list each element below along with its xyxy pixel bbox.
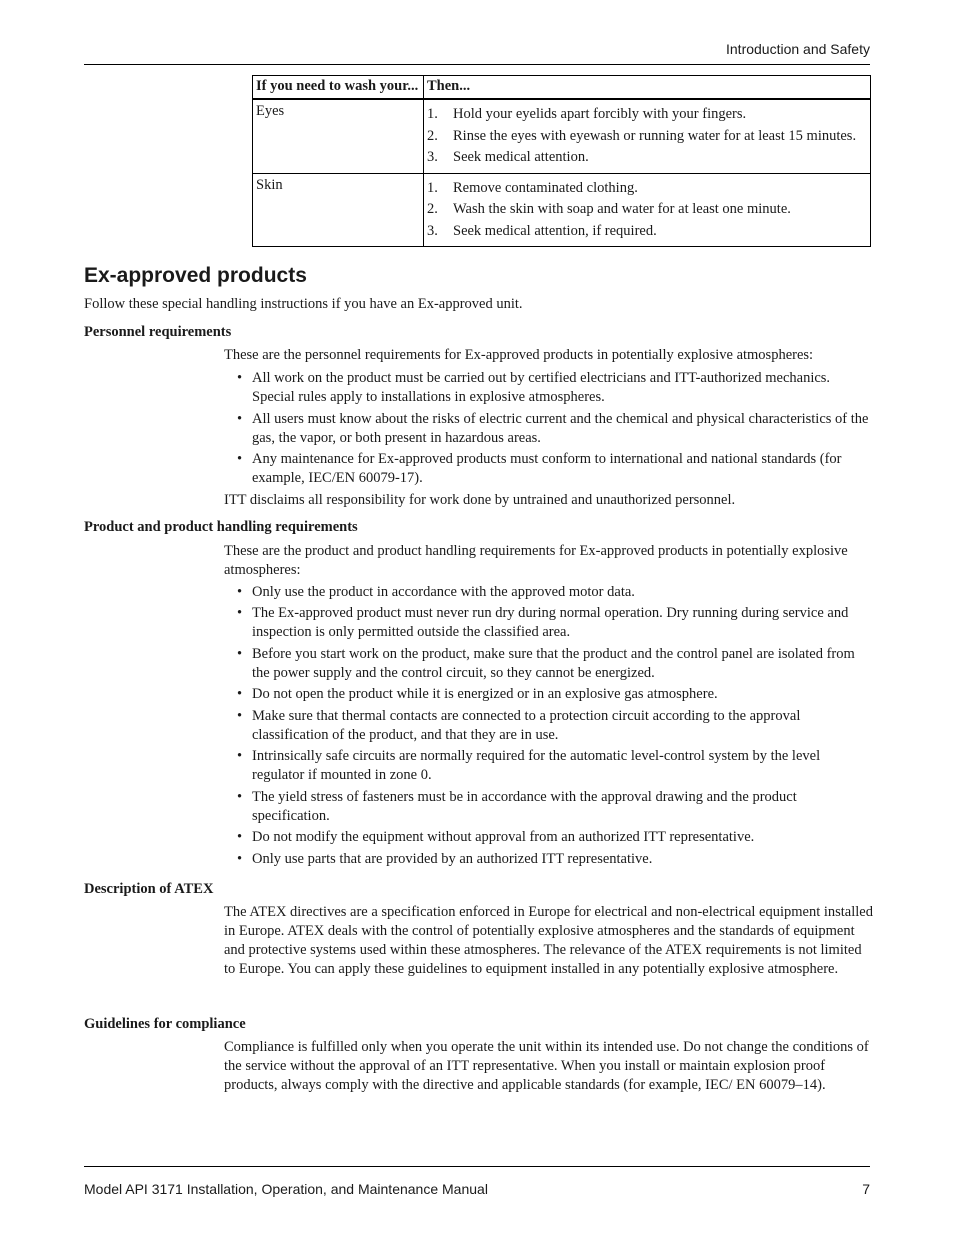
atex-block (224, 903, 874, 979)
personnel-bullets (224, 369, 874, 488)
step-item: 3. Seek medical attention, if required. (427, 222, 657, 239)
column-header-wash: If you need to wash your... (253, 76, 424, 100)
wash-instructions-table (252, 75, 871, 247)
list-item: • All users must know about the risks of electric current and the chemical and physical characteristics of the gas, the vapor, or both present in hazardous areas. (224, 410, 874, 448)
footer-page-number: 7 (862, 1181, 870, 1197)
product-lead: These are the product and product handling requirements for Ex-approved products in potentially explosive atmospheres: (224, 543, 848, 578)
table-header-row (253, 76, 871, 100)
list-item: • The Ex-approved product must never run dry during normal operation. Dry running during service and inspection is only permitted outside the classified area. (224, 604, 874, 642)
personnel-block (224, 346, 874, 510)
list-item: • The yield stress of fasteners must be in accordance with the approval drawing and the product specification. (224, 788, 874, 826)
subheading-compliance: Guidelines for compliance (84, 1016, 246, 1032)
list-item: • Any maintenance for Ex-approved products must conform to international and national standards (for example, IEC/EN 60079-17). (224, 450, 874, 488)
footer-manual-title: Model API 3171 Installation, Operation, and Maintenance Manual (84, 1181, 488, 1197)
page-header (84, 40, 870, 65)
subheading-atex: Description of ATEX (84, 881, 214, 897)
section-title: Ex-approved products (84, 264, 307, 287)
compliance-text: Compliance is fulfilled only when you operate the unit within its intended use. Do not change the conditions of the service without the approval of an ITT representative. When you install or maintain explosion proof products, always comply with the directive and applicable standards (for example, IEC/ EN 60079–14). (224, 1039, 869, 1093)
product-bullets (224, 583, 874, 869)
step-item: 2. Rinse the eyes with eyewash or running water for at least 15 minutes. (427, 127, 857, 144)
step-item: 2. Wash the skin with soap and water for at least one minute. (427, 201, 791, 217)
section-intro: Follow these special handling instructions if you have an Ex-approved unit. (84, 296, 523, 312)
body-part-cell: Eyes (253, 99, 424, 173)
steps-cell (424, 99, 871, 173)
footer-rule (84, 1166, 870, 1168)
body-part-cell: Skin (253, 173, 424, 247)
column-header-then: Then... (424, 76, 871, 100)
subheading-personnel: Personnel requirements (84, 324, 232, 340)
list-item: • All work on the product must be carried out by certified electricians and ITT-authorized mechanics. Special rules apply to installations in explosive atmospheres. (224, 369, 874, 407)
steps-list (424, 178, 870, 243)
steps-list (424, 104, 870, 169)
step-item: 1. Remove contaminated clothing. (427, 179, 638, 196)
atex-text: The ATEX directives are a specification enforced in Europe for electrical and non-electrical equipment installed in Europe. ATEX deals with the control of potentially explosive atmospheres and the standards of equipment and protective systems used within these atmospheres. The relevance of the ATEX requirements is not limited to Europe. You can apply these guidelines to equipment installed in any potentially explosive atmosphere. (224, 904, 873, 977)
step-item: 3. Seek medical attention. (427, 149, 589, 165)
list-item: • Do not modify the equipment without approval from an authorized ITT representative. (224, 828, 874, 847)
table-row (253, 173, 871, 247)
list-item: • Before you start work on the product, make sure that the product and the control panel are isolated from the power supply and the control circuit, so they cannot be energized. (224, 645, 874, 683)
personnel-closing: ITT disclaims all responsibility for work done by untrained and unauthorized personnel. (224, 492, 736, 508)
personnel-lead: These are the personnel requirements for Ex-approved products in potentially explosive atmospheres: (224, 347, 814, 363)
compliance-block (224, 1038, 874, 1095)
product-block (224, 542, 874, 869)
list-item: • Do not open the product while it is energized or in an explosive gas atmosphere. (224, 685, 874, 704)
step-item: 1. Hold your eyelids apart forcibly with your fingers. (427, 106, 747, 122)
list-item: • Intrinsically safe circuits are normally required for the automatic level-control system by the level regulator if mounted in zone 0. (224, 747, 874, 785)
list-item: • Only use parts that are provided by an authorized ITT representative. (224, 850, 874, 869)
header-section-title: Introduction and Safety (726, 41, 870, 57)
steps-cell (424, 173, 871, 247)
subheading-product: Product and product handling requirements (84, 519, 358, 535)
list-item: • Only use the product in accordance with the approved motor data. (224, 583, 874, 602)
list-item: • Make sure that thermal contacts are connected to a protection circuit according to the approval classification of the product, and that they are in use. (224, 707, 874, 745)
table-row (253, 99, 871, 173)
